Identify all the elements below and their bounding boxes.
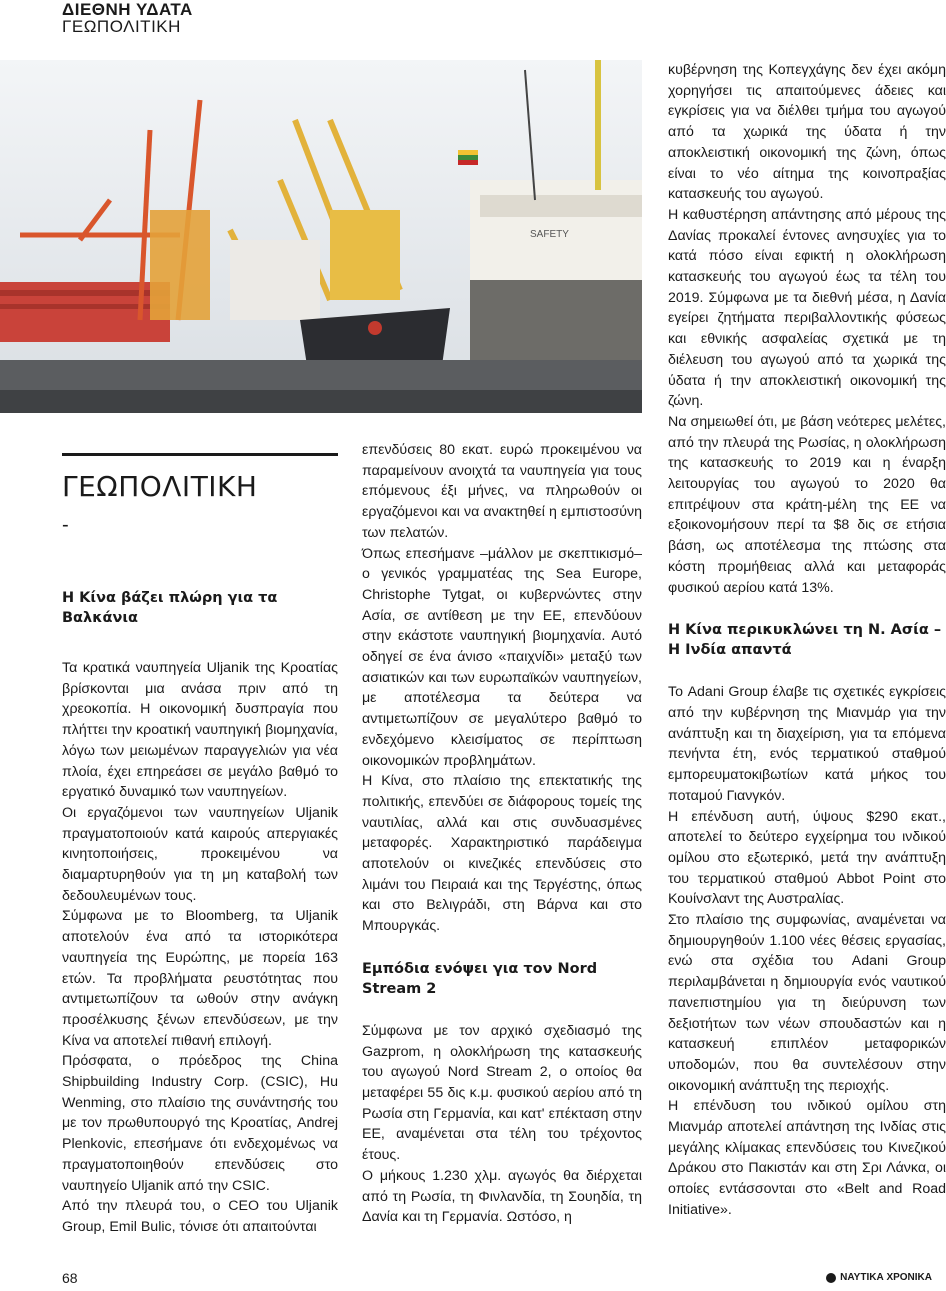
magazine-logo-icon [826,1273,836,1283]
paragraph: Η επένδυση αυτή, ύψους $290 εκατ., αποτελεί το δεύτερο εγχείρημα του ινδικού ομίλου στο εξωτερικό, μετά την ανάπτυξη του τερματικού σταθμού Abbot Point στο Κουίνσλαντ της Αυστραλίας. [668,808,946,908]
paragraph: Σύμφωνα με τον αρχικό σχεδιασμό της Gazprom, η ολοκλήρωση της κατασκευής του αγωγού Nord Stream 2, ο οποίος θα μεταφέρει 55 δις κ.μ. φυσικού αερίου από τη Ρωσία στη Γερμανία, και κατ' επέκταση στην ΕΕ, αναμένεται στα τέλη του τρέχοντος έτους. [362,1022,642,1164]
paragraph: Να σημειωθεί ότι, με βάση νεότερες μελέτες, από την πλευρά της Ρωσίας, η ολοκλήρωση της κατασκευής το 2019 και η έναρξη λειτουργίας του αγωγού το 2020 θα επιτρέψουν στα κράτη-μέλη της ΕΕ να εξοικονομήσουν περί τα $8 δις σε ετήσια βάση, ως αποτέλεσμα της πτώσης στα κόστη προμήθειας αλλά και μεταφοράς φυσικού αερίου κατά 13%. [668,413,946,596]
subsection-header: ΓΕΩΠΟΛΙΤΙΚΗ [62,17,181,36]
heading-china-balkans: Η Κίνα βάζει πλώρη για τα Βαλκάνια [62,590,278,626]
shipyard-photo [0,60,642,413]
title-rule [62,453,338,456]
paragraph: Το Adani Group έλαβε τις σχετικές εγκρίσεις από την κυβέρνηση της Μιανμάρ για την ανάπτυξη και τη διαχείριση, για τα επόμενα πενήντα έτη, ενός τερματικού σταθμού εμπορευματοκιβωτίων κατά μήκος του ποταμού Γιανγκόν. [668,684,946,804]
column-2 [362,440,642,1228]
paragraph: κυβέρνηση της Κοπεγχάγης δεν έχει ακόμη χορηγήσει τις απαιτούμενες άδειες και εγκρίσεις για να διέλθει τμήμα του αγωγού από τα χωρικά της ύδατα ή την αποκλειστική οικονομική της ζώνη, όπως είναι το νέο αίτημα της κοινοπραξίας κατασκευής του αγωγού. [668,62,946,203]
column-3 [668,60,946,1221]
article-kicker: ΓΕΩΠΟΛΙΤΙΚΗ [62,470,258,503]
paragraph: Η καθυστέρηση απάντησης από μέρους της Δανίας προκαλεί έντονες ανησυχίες για το κατά πόσο είναι εφικτή η ολοκλήρωση κατασκευής του αγωγού έως τα τέλη του 2019. Σύμφωνα με τα διεθνή μέσα, η Δανία εγείρει ζητήματα περιβαλλοντικής φύσεως και εθνικής ασφαλείας σχετικά με τη διέλευση του αγωγού από τα χωρικά της ύδατα ή την αποκλειστική οικονομική της ζώνη. [668,206,946,410]
paragraph: Η Κίνα, στο πλαίσιο της επεκτατικής της πολιτικής, επενδύει σε διάφορους τομείς της ναυτιλίας, αλλά και στις συνδυασμένες μεταφορές. Χαρακτηριστικό παράδειγμα αποτελούν οι κινεζικές επενδύσεις στο λιμάνι του Πειραιά και της Τεργέστης, όπως και στο Βελιγράδι, στη Βάρνα και στο Μπουργκάς. [362,773,642,935]
magazine-name: ΝΑΥΤΙΚΑ ΧΡΟΝΙΚΑ [840,1272,932,1283]
kicker-dash: - [62,514,69,536]
page-number: 68 [62,1270,78,1286]
paragraph: Ο μήκους 1.230 χλμ. αγωγός θα διέρχεται από τη Ρωσία, τη Φινλανδία, τη Σουηδία, τη Δανία και τη Γερμανία. Ωστόσο, η [362,1167,642,1226]
paragraph: Όπως επεσήμανε –μάλλον με σκεπτικισμό– ο γενικός γραμματέας της Sea Europe, Christophe Tytgat, οι κυβερνώντες στην Ασία, σε αντίθεση με την ΕΕ, επενδύουν στην εκάστοτε ναυπηγική βιομηχανία. Αυτό οδηγεί σε ένα άνισο «παιχνίδι» μεταξύ των ασιατικών και των ευρωπαϊκών ναυπηγείων, με αποτέλεσμα τα δεύτερα να αντιμετωπίζουν σε μεγαλύτερο βαθμό το ενδεχόμενο κλεισίματος σε περίπτωση οικονομικών προβλημάτων. [362,545,642,769]
magazine-footer [826,1272,932,1283]
paragraph: Από την πλευρά του, ο CEO του Uljanik Group, Emil Bulic, τόνισε ότι απαιτούνται [62,1198,338,1235]
paragraph: Η επένδυση του ινδικού ομίλου στη Μιανμάρ αποτελεί απάντηση της Ινδίας στις μεγάλης κλίμακας επενδύσεις του Κινεζικού Δράκου στο Πακιστάν και στη Σρι Λάνκα, οι οποίες εντάσσονται στο «Belt and Road Initiative». [668,1098,946,1218]
paragraph: Οι εργαζόμενοι των ναυπηγείων Uljanik πραγματοποιούν κατά καιρούς απεργιακές κινητοποιήσεις, προκειμένου να διαμαρτυρηθούν για τη μη καταβολή των δεδουλευμένων τους. [62,804,338,904]
column-1 [62,588,338,1238]
paragraph: Στο πλαίσιο της συμφωνίας, αναμένεται να δημιουργηθούν 1.100 νέες θέσεις εργασίας, ενώ στα σχέδια του Adani Group περιλαμβάνεται η δημιουργία ενός ναυτικού πανεπιστημίου για τη διεύρυνση των δεξιοτήτων των νέων σπουδαστών και η κατασκευή επιπλέον μεταφορικών υποδομών, που θα συντελέσουν στην οικονομική ανάπτυξη της περιοχής. [668,912,946,1094]
paragraph: Σύμφωνα με το Bloomberg, τα Uljanik αποτελούν ένα από τα ιστορικότερα ναυπηγεία της Ευρώπης, με πορεία 163 ετών. Τα προβλήματα ρευστότητας που αντιμετωπίζουν τα ωθούν στην ανάγκη προσέλκυσης ξένων επενδύσεων, με την Κίνα να αποτελεί πιθανή επιλογή. [62,908,338,1049]
heading-south-asia: Η Κίνα περικυκλώνει τη Ν. Ασία – Η Ινδία απαντά [668,622,942,659]
paragraph: επενδύσεις 80 εκατ. ευρώ προκειμένου να παραμείνουν ανοιχτά τα ναυπηγεία για τους επόμενους έξι μήνες, να πληρωθούν οι εργαζόμενοι και να ανακτηθεί η εμπιστοσύνη των πελατών. [362,442,642,541]
svg-text:SAFETY: SAFETY [530,229,569,240]
paragraph: Τα κρατικά ναυπηγεία Uljanik της Κροατίας βρίσκονται μια ανάσα πριν από τη χρεοκοπία. Η οικονομική δυσπραγία που πλήττει την κροατική ναυπηγική βιομηχανία, λόγω των μειωμένων παραγγελιών για νέα πλοία, έχει επηρεάσει σε μεγάλο βαθμό το εργατικό δυναμικό των ναυπηγείων. [62,660,338,801]
heading-nord-stream: Εμπόδια ενόψει για τον Nord Stream 2 [362,960,598,997]
section-header: ΔΙΕΘΝΗ ΥΔΑΤΑ [62,0,193,19]
paragraph: Πρόσφατα, ο πρόεδρος της China Shipbuilding Industry Corp. (CSIC), Hu Wenming, στο πλαίσιο της συνάντησής του με τον πρωθυπουργό της Κροατίας, Andrej Plenkovic, επεσήμανε ότι ενδεχομένως να πραγματοποιηθούν επενδύσεις στο ναυπηγείο Uljanik από την CSIC. [62,1053,338,1194]
